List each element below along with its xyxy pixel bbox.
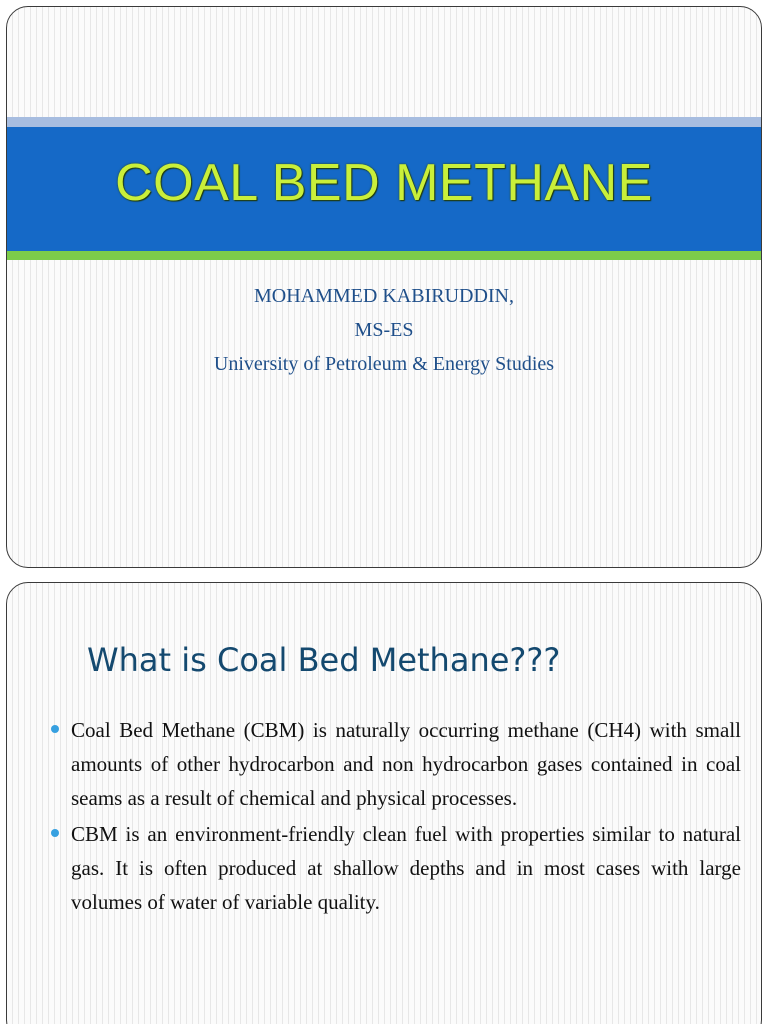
author-block: [7, 279, 761, 381]
title-bottom-strip: [7, 251, 761, 260]
author-program: MS-ES: [354, 319, 414, 341]
bullet-text: Coal Bed Methane (CBM) is naturally occurring methane (CH4) with small amounts of other hydrocarbon and non hydrocarbon gases contained in coal seams as a result of chemical and physical processes.: [71, 718, 741, 810]
bullet-item: [47, 713, 741, 815]
content-slide: [6, 582, 762, 1024]
title-top-strip: [7, 117, 761, 127]
bullet-list: [47, 713, 741, 921]
bullet-dot-icon: [51, 725, 59, 733]
bullet-text: CBM is an environment-friendly clean fuel with properties similar to natural gas. It is often produced at shallow depths and in most cases with large volumes of water of variable quality.: [71, 822, 741, 914]
bullet-item: [47, 817, 741, 919]
author-name: MOHAMMED KABIRUDDIN,: [254, 285, 514, 307]
slide-heading: What is Coal Bed Methane???: [87, 641, 561, 679]
bullet-dot-icon: [51, 829, 59, 837]
slide-title: COAL BED METHANE: [115, 154, 653, 212]
title-slide: [6, 6, 762, 568]
author-institution: University of Petroleum & Energy Studies: [213, 353, 555, 375]
